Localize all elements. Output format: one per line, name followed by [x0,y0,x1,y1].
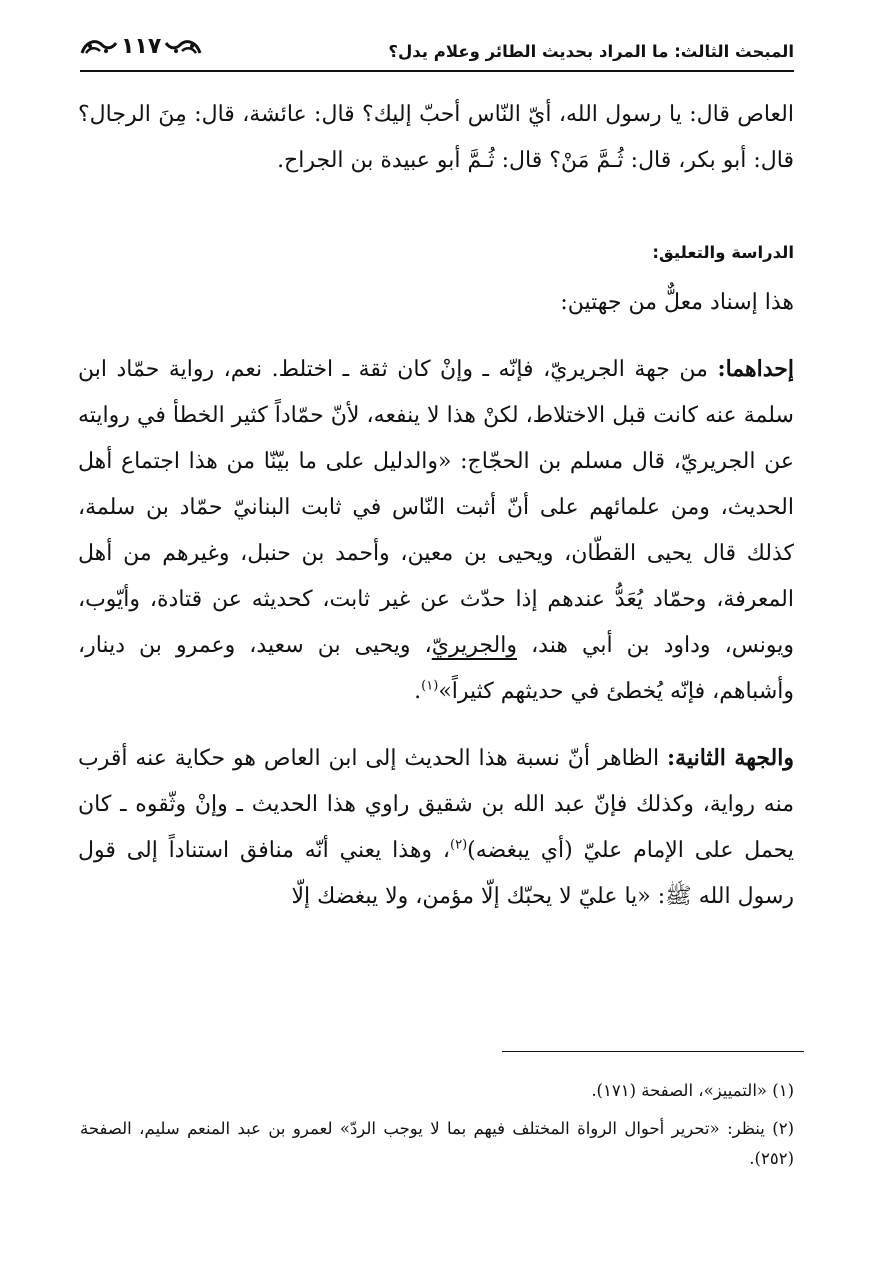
page-number: ١١٧ [121,34,162,59]
section-title: المبحث الثالث: ما المراد بحديث الطائر وعلام يدل؟ [388,42,794,61]
subheading: الدراسة والتعليق: [652,243,794,262]
intro-line: هذا إسناد معلٌّ من جهتين: [560,290,794,315]
paragraph-text: الظاهر أنّ نسبة هذا الحديث إلى ابن العاص هو حكاية عنه أقرب منه رواية، وكذلك فإنّ عبد الله بن شقيق راوي هذا الحديث ـ وإنْ وثّقوه ـ كان يحمل على الإمام عليّ (أي يبغضه) [78,746,795,863]
left-ornament-icon [80,37,118,57]
paragraph-lead: والجهة الثانية: [667,745,794,771]
main-text [78,92,794,920]
footnote-reference: (١) [421,678,439,694]
footnote: (٢) ينظر: «تحرير أحوال الرواة المختلف فيهم بما لا يوجب الردّ» لعمرو بن عبد المنعم سليم، الصفحة (٢٥٢). [80,1119,794,1168]
footnote-reference: (٢) [450,837,468,853]
paragraph-text: ، وهذا يعني أنّه منافق استناداً إلى قول رسول الله ﷺ: «يا عليّ لا يحبّك إلّا مؤمن، ولا يبغضك إلّا [78,838,794,909]
paragraph-lead: إحداهما: [717,356,794,382]
paragraph-end: . [414,679,422,704]
paragraph-text: ، ويحيى بن سعيد، وعمرو بن دينار، وأشباهم، فإنّه يُخطئ في حديثهم كثيراً» [78,633,794,704]
underlined-word: والجريريّ [431,633,517,658]
paragraph-second-aspect [78,735,794,920]
running-header [80,30,794,72]
paragraph-first-aspect [78,346,794,715]
paragraph-text: من جهة الجريريّ، فإنّه ـ وإنْ كان ثقة ـ اختلط. نعم، رواية حمّاد ابن سلمة عنه كانت قبل الاختلاط، لكنْ هذا لا ينفعه، لأنّ حمّاداً كثير الخطأ في روايته عن الجريريّ، قال مسلم بن الحجّاج: «والدليل على ما بيّنّا من هذا اجتماع أهل الحديث، ومن علمائهم على أنّ أثبت النّاس في ثابت البنانيّ حمّاد بن سلمة، كذلك قال يحيى القطّان، ويحيى بن معين، وأحمد بن حنبل، وغيرهم من أهل المعرفة، وحمّاد يُعَدُّ عندهم إذا حدّث عن غير ثابت، كحديثه عن قتادة، وأيّوب، ويونس، وداود بن أبي هند، [78,357,795,658]
footnotes [80,1076,794,1182]
right-ornament-icon [164,37,202,57]
page-number-block [80,34,202,59]
paragraph-continuation: العاص قال: يا رسول الله، أيّ النّاس أحبّ إليك؟ قال: عائشة، قال: مِنَ الرجال؟ قال: أبو بكر، قال: ثُـمَّ مَنْ؟ قال: ثُـمَّ أبو عبيدة بن الجراح. [78,102,794,173]
footnote-divider [502,1051,804,1052]
footnote: (١) «التمييز»، الصفحة (١٧١). [591,1081,794,1100]
